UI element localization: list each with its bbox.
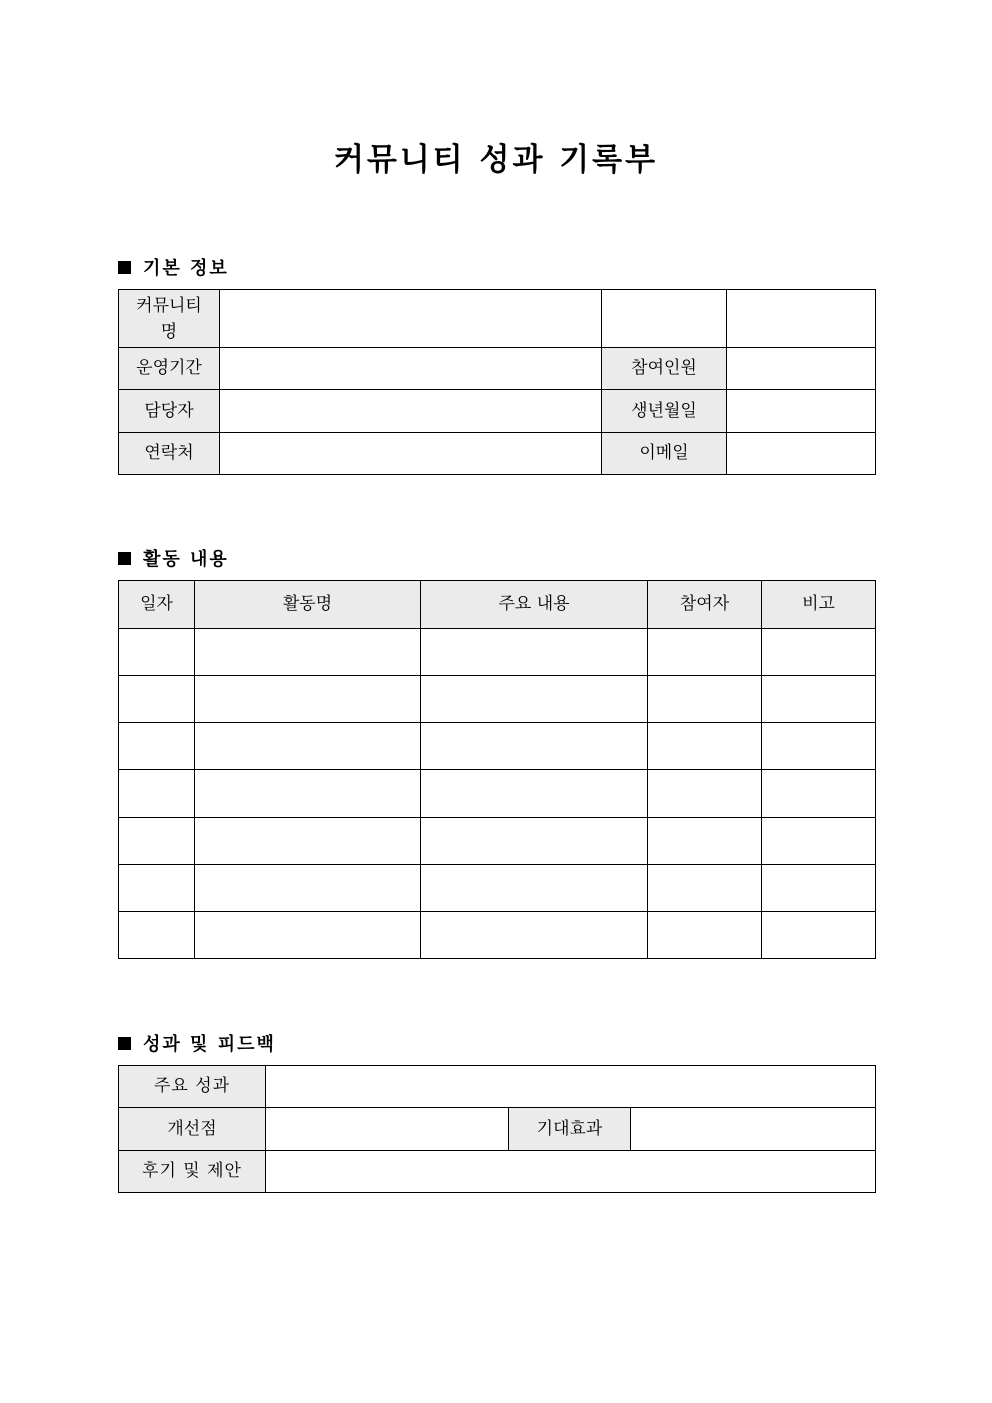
- participants-cell[interactable]: [648, 629, 762, 676]
- activity-name-cell[interactable]: [195, 629, 421, 676]
- header-participants: 참여자: [648, 581, 762, 629]
- table-row: [119, 912, 876, 959]
- birthdate-field[interactable]: [727, 390, 876, 433]
- participants-cell[interactable]: [648, 723, 762, 770]
- result-table: [118, 1065, 876, 1193]
- note-cell[interactable]: [762, 912, 876, 959]
- date-cell[interactable]: [119, 770, 195, 818]
- activity-name-cell[interactable]: [195, 676, 421, 723]
- page-title: 커뮤니티 성과 기록부: [333, 142, 659, 178]
- table-row: [119, 770, 876, 818]
- participants-cell[interactable]: [648, 770, 762, 818]
- table-row: [119, 818, 876, 865]
- header-date: 일자: [119, 581, 195, 629]
- table-row: [119, 865, 876, 912]
- birthdate-label: 생년월일: [602, 390, 727, 433]
- table-row: [119, 348, 876, 390]
- date-cell[interactable]: [119, 912, 195, 959]
- expected-effect-label: 기대효과: [509, 1108, 631, 1151]
- contact-field[interactable]: [220, 433, 602, 475]
- main-result-field[interactable]: [266, 1066, 876, 1108]
- square-bullet-icon: [118, 1037, 131, 1050]
- note-cell[interactable]: [762, 723, 876, 770]
- note-cell[interactable]: [762, 818, 876, 865]
- section-activity-label: 활동 내용: [143, 549, 229, 570]
- note-cell[interactable]: [762, 676, 876, 723]
- note-cell[interactable]: [762, 629, 876, 676]
- table-row: [119, 433, 876, 475]
- review-label: 후기 및 제안: [119, 1151, 266, 1193]
- date-cell[interactable]: [119, 818, 195, 865]
- main-content-cell[interactable]: [421, 818, 648, 865]
- date-cell[interactable]: [119, 723, 195, 770]
- manager-field[interactable]: [220, 390, 602, 433]
- community-name-field[interactable]: [220, 290, 602, 348]
- basic-info-table: [118, 289, 876, 475]
- participants-cell[interactable]: [648, 818, 762, 865]
- activity-table: [118, 580, 876, 959]
- main-content-cell[interactable]: [421, 770, 648, 818]
- date-cell[interactable]: [119, 676, 195, 723]
- expected-effect-field[interactable]: [631, 1108, 876, 1151]
- main-content-cell[interactable]: [421, 629, 648, 676]
- table-row: [119, 390, 876, 433]
- main-result-label: 주요 성과: [119, 1066, 266, 1108]
- community-name-label: [119, 290, 220, 348]
- table-row: [119, 629, 876, 676]
- participants-cell[interactable]: [648, 912, 762, 959]
- header-note: 비고: [762, 581, 876, 629]
- activity-name-cell[interactable]: [195, 912, 421, 959]
- participants-cell[interactable]: [648, 676, 762, 723]
- blank-field[interactable]: [727, 290, 876, 348]
- main-content-cell[interactable]: [421, 865, 648, 912]
- header-activity-name: 활동명: [195, 581, 421, 629]
- note-cell[interactable]: [762, 865, 876, 912]
- blank-field[interactable]: [602, 290, 727, 348]
- community-name-label-text: 커뮤니티 명: [136, 295, 202, 342]
- main-content-cell[interactable]: [421, 723, 648, 770]
- table-row: [119, 1151, 876, 1193]
- manager-label: 담당자: [119, 390, 220, 433]
- period-field[interactable]: [220, 348, 602, 390]
- table-row: [119, 1066, 876, 1108]
- section-result-heading: [118, 1030, 276, 1056]
- section-result-label: 성과 및 피드백: [143, 1034, 276, 1055]
- main-content-cell[interactable]: [421, 912, 648, 959]
- activity-name-cell[interactable]: [195, 723, 421, 770]
- table-header-row: [119, 581, 876, 629]
- activity-name-cell[interactable]: [195, 818, 421, 865]
- date-cell[interactable]: [119, 865, 195, 912]
- activity-name-cell[interactable]: [195, 865, 421, 912]
- improvement-field[interactable]: [266, 1108, 509, 1151]
- note-cell[interactable]: [762, 770, 876, 818]
- header-main-content: 주요 내용: [421, 581, 648, 629]
- section-activity-heading: [118, 545, 229, 571]
- table-row: [119, 290, 876, 348]
- square-bullet-icon: [118, 261, 131, 274]
- email-label: 이메일: [602, 433, 727, 475]
- table-row: [119, 1108, 876, 1151]
- activity-name-cell[interactable]: [195, 770, 421, 818]
- participants-label: 참여인원: [602, 348, 727, 390]
- contact-label: 연락처: [119, 433, 220, 475]
- period-label: 운영기간: [119, 348, 220, 390]
- table-row: [119, 676, 876, 723]
- improvement-label: 개선점: [119, 1108, 266, 1151]
- section-basic-label: 기본 정보: [143, 258, 229, 279]
- participants-cell[interactable]: [648, 865, 762, 912]
- square-bullet-icon: [118, 552, 131, 565]
- main-content-cell[interactable]: [421, 676, 648, 723]
- email-field[interactable]: [727, 433, 876, 475]
- review-field[interactable]: [266, 1151, 876, 1193]
- section-basic-heading: [118, 254, 229, 280]
- date-cell[interactable]: [119, 629, 195, 676]
- table-row: [119, 723, 876, 770]
- participants-field[interactable]: [727, 348, 876, 390]
